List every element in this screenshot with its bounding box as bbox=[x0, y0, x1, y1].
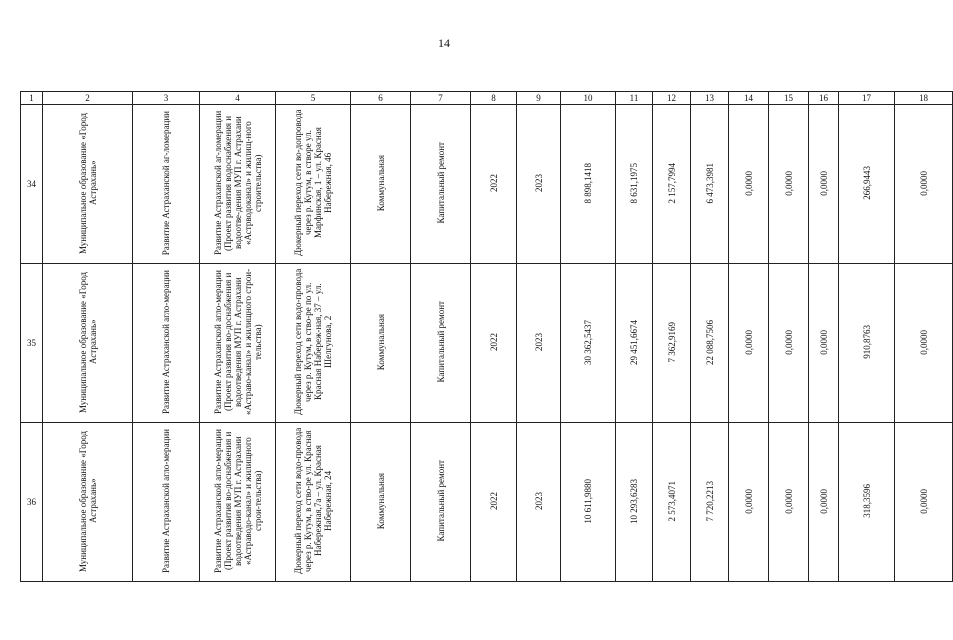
row-number: 35 bbox=[21, 264, 43, 423]
table-row bbox=[21, 423, 953, 582]
column-number-row bbox=[21, 92, 953, 105]
value-col-15-text: 0,0000 bbox=[783, 329, 794, 355]
value-col-17-text: 266,9443 bbox=[861, 166, 872, 200]
end-year-cell bbox=[517, 423, 561, 582]
end-year-cell bbox=[517, 105, 561, 264]
table-row bbox=[21, 264, 953, 423]
column-number-13: 13 bbox=[691, 92, 729, 105]
object-cell bbox=[276, 264, 351, 423]
value-col-17 bbox=[839, 105, 895, 264]
program-cell bbox=[133, 264, 200, 423]
value-col-17-text: 318,3596 bbox=[861, 484, 872, 518]
value-col-16-text: 0,0000 bbox=[818, 329, 829, 355]
value-col-13 bbox=[691, 264, 729, 423]
value-col-10 bbox=[561, 264, 616, 423]
value-col-10-text: 30 362,5437 bbox=[583, 319, 593, 365]
object-cell bbox=[276, 423, 351, 582]
page-number: 14 bbox=[438, 36, 450, 50]
value-col-11-text: 8 631,1975 bbox=[629, 162, 639, 204]
project-cell bbox=[200, 264, 276, 423]
start-year-cell bbox=[471, 423, 517, 582]
value-col-14 bbox=[729, 423, 769, 582]
end-year-cell-text: 2023 bbox=[533, 174, 544, 192]
object-cell-text: Дюкерный переход сети водо-провода через р. Кутум, в ство-ре ул. Красная Набережная,7а – ул. Красная Набережная, 24 bbox=[293, 427, 333, 575]
program-cell-text: Развитие Астраханской агло-мерации bbox=[161, 270, 171, 414]
column-number-1: 1 bbox=[21, 92, 43, 105]
column-number-15: 15 bbox=[769, 92, 809, 105]
column-number-7: 7 bbox=[411, 92, 471, 105]
start-year-cell-text: 2022 bbox=[488, 492, 499, 510]
value-col-14 bbox=[729, 105, 769, 264]
infrastructure-type-cell-text: Коммунальная bbox=[375, 472, 386, 530]
value-col-13 bbox=[691, 423, 729, 582]
municipality-cell-text: Муниципальное образование «Город Астрахань» bbox=[77, 430, 98, 572]
value-col-12 bbox=[653, 105, 691, 264]
program-cell-text: Развитие Астраханской аг-ломерации bbox=[161, 110, 171, 256]
value-col-13-text: 6 473,3981 bbox=[704, 162, 715, 204]
table-row bbox=[21, 105, 953, 264]
object-cell-text: Дюкерный переход сети водо-провода через р. Кутум, в ство-ре по ул. Красная Набереж-ная, 37 – ул. Шелгунова, 2 bbox=[293, 268, 333, 416]
municipality-cell bbox=[43, 105, 133, 264]
row-number: 34 bbox=[21, 105, 43, 264]
end-year-cell bbox=[517, 264, 561, 423]
start-year-cell bbox=[471, 105, 517, 264]
value-col-15-text: 0,0000 bbox=[783, 488, 794, 514]
object-cell-text: Дюкерный переход сети во-допровода через р. Кутум, в створе ул. Марфинская, 1 – ул. Красная Набережная, 46 bbox=[293, 109, 333, 257]
column-number-11: 11 bbox=[616, 92, 653, 105]
work-type-cell-text: Капитальный ремонт bbox=[435, 460, 446, 542]
row-number: 36 bbox=[21, 423, 43, 582]
end-year-cell-text: 2023 bbox=[533, 333, 544, 351]
value-col-17 bbox=[839, 423, 895, 582]
column-number-10: 10 bbox=[561, 92, 616, 105]
work-type-cell bbox=[411, 105, 471, 264]
program-cell-text: Развитие Астраханской агло-мерации bbox=[161, 429, 171, 573]
value-col-12-text: 2 573,4071 bbox=[666, 480, 677, 522]
value-col-18 bbox=[895, 264, 953, 423]
value-col-13-text: 22 088,7506 bbox=[704, 319, 715, 365]
infrastructure-type-cell bbox=[351, 105, 411, 264]
column-number-2: 2 bbox=[43, 92, 133, 105]
value-col-16 bbox=[809, 264, 839, 423]
value-col-11 bbox=[616, 105, 653, 264]
work-type-cell-text: Капитальный ремонт bbox=[435, 142, 446, 224]
work-type-cell bbox=[411, 264, 471, 423]
program-cell bbox=[133, 423, 200, 582]
infrastructure-type-cell-text: Коммунальная bbox=[375, 154, 386, 212]
program-cell bbox=[133, 105, 200, 264]
value-col-16-text: 0,0000 bbox=[818, 488, 829, 514]
value-col-11-text: 10 293,6283 bbox=[629, 478, 639, 524]
value-col-12-text: 2 157,7994 bbox=[666, 162, 677, 204]
column-number-3: 3 bbox=[133, 92, 200, 105]
value-col-17-text: 910,8763 bbox=[861, 325, 872, 359]
value-col-18 bbox=[895, 105, 953, 264]
value-col-11 bbox=[616, 264, 653, 423]
value-col-14-text: 0,0000 bbox=[743, 170, 754, 196]
column-number-6: 6 bbox=[351, 92, 411, 105]
municipality-cell bbox=[43, 264, 133, 423]
column-number-17: 17 bbox=[839, 92, 895, 105]
municipality-cell-text: Муниципальное образование «Город Астрахань» bbox=[77, 271, 98, 413]
value-col-15 bbox=[769, 105, 809, 264]
start-year-cell-text: 2022 bbox=[488, 174, 499, 192]
value-col-16 bbox=[809, 423, 839, 582]
column-number-4: 4 bbox=[200, 92, 276, 105]
work-type-cell-text: Капитальный ремонт bbox=[435, 301, 446, 383]
start-year-cell bbox=[471, 264, 517, 423]
column-number-18: 18 bbox=[895, 92, 953, 105]
value-col-16 bbox=[809, 105, 839, 264]
project-cell-text: Развитие Астраханской агло-мерации (Проект развития во-доснабжения и водоотведения МУП г. Астрахани «Астраво-канал» и жилищного строи-тельства) bbox=[212, 268, 263, 416]
value-col-13-text: 7 720,2213 bbox=[704, 480, 715, 522]
end-year-cell-text: 2023 bbox=[533, 492, 544, 510]
value-col-17 bbox=[839, 264, 895, 423]
project-cell-text: Развитие Астраханской агло-мерации (Проект развития во-доснабжения и водоотведения МУП г. Астрахани «Астраводо-канал» и жилищного строи-тельства) bbox=[212, 429, 263, 573]
start-year-cell-text: 2022 bbox=[488, 333, 499, 351]
value-col-18-text: 0,0000 bbox=[918, 170, 929, 196]
infrastructure-type-cell bbox=[351, 264, 411, 423]
municipality-cell-text: Муниципальное образование «Город Астрахань» bbox=[77, 112, 98, 254]
value-col-13 bbox=[691, 105, 729, 264]
value-col-12 bbox=[653, 423, 691, 582]
project-cell bbox=[200, 423, 276, 582]
infrastructure-type-cell-text: Коммунальная bbox=[375, 313, 386, 371]
value-col-18-text: 0,0000 bbox=[918, 329, 929, 355]
value-col-10-text: 10 611,9880 bbox=[583, 478, 593, 524]
value-col-14-text: 0,0000 bbox=[743, 488, 754, 514]
value-col-14-text: 0,0000 bbox=[743, 329, 754, 355]
infrastructure-type-cell bbox=[351, 423, 411, 582]
value-col-12 bbox=[653, 264, 691, 423]
value-col-11 bbox=[616, 423, 653, 582]
project-cell-text: Развитие Астраханской аг-ломерации (Проект развития водоснабжения и водоотве-дения МУП г. Астрахани «Астрводоканал» и жилищ-ного строительства) bbox=[212, 110, 263, 256]
column-number-12: 12 bbox=[653, 92, 691, 105]
municipality-cell bbox=[43, 423, 133, 582]
value-col-10-text: 8 898,1418 bbox=[583, 162, 593, 204]
column-number-14: 14 bbox=[729, 92, 769, 105]
project-cell bbox=[200, 105, 276, 264]
value-col-15 bbox=[769, 264, 809, 423]
work-type-cell bbox=[411, 423, 471, 582]
value-col-10 bbox=[561, 105, 616, 264]
value-col-18-text: 0,0000 bbox=[918, 488, 929, 514]
value-col-18 bbox=[895, 423, 953, 582]
value-col-16-text: 0,0000 bbox=[818, 170, 829, 196]
object-cell bbox=[276, 105, 351, 264]
column-number-9: 9 bbox=[517, 92, 561, 105]
value-col-15 bbox=[769, 423, 809, 582]
value-col-11-text: 29 451,6674 bbox=[629, 319, 639, 365]
column-number-8: 8 bbox=[471, 92, 517, 105]
value-col-10 bbox=[561, 423, 616, 582]
value-col-14 bbox=[729, 264, 769, 423]
column-number-16: 16 bbox=[809, 92, 839, 105]
value-col-15-text: 0,0000 bbox=[783, 170, 794, 196]
value-col-12-text: 7 362,9169 bbox=[666, 321, 677, 363]
data-table bbox=[20, 91, 953, 582]
column-number-5: 5 bbox=[276, 92, 351, 105]
